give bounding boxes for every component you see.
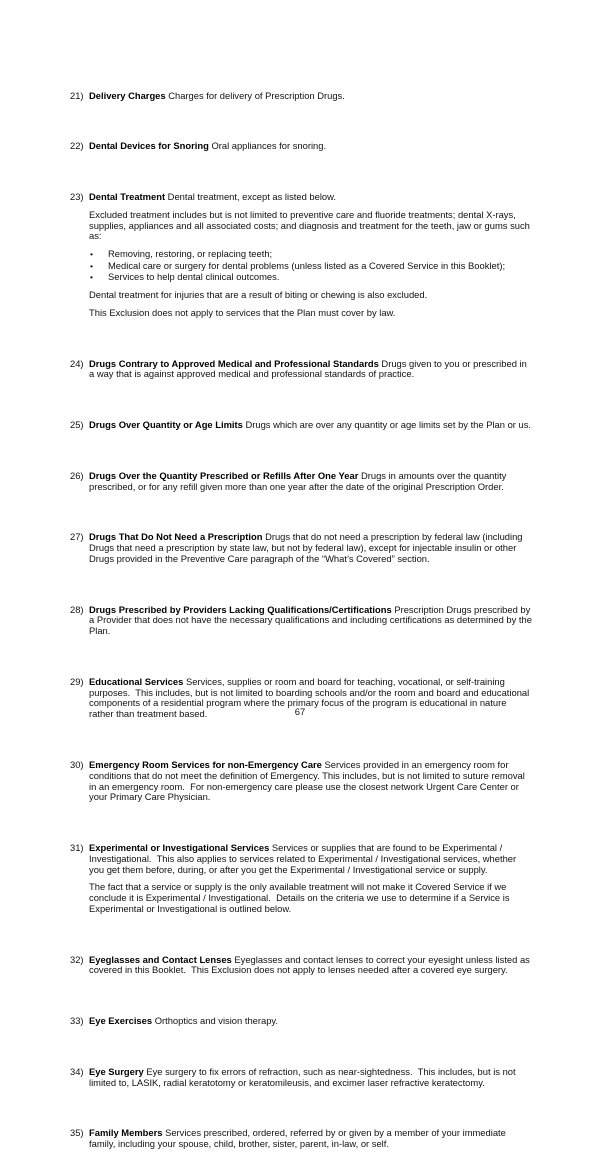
item-lead — [89, 955, 532, 977]
item-text: Eyeglasses and contact lenses to correct your eyesight unless listed as covered in this Booklet. This Exclusion does not apply to lenses needed after a covered eye surgery. — [89, 953, 533, 976]
item-title: Eyeglasses and Contact Lenses — [89, 953, 232, 965]
item-title: Educational Services — [89, 675, 184, 687]
item-body — [89, 141, 532, 152]
item-number: 28) — [70, 603, 84, 615]
exclusion-item — [70, 760, 532, 803]
item-paragraph: The fact that a service or supply is the only available treatment will not make it Covered Service if we conclude it is Experimental / Investigational. Details on the criteria we use to determine if a Service is Experimental or Investigational is outlined below. — [89, 881, 513, 914]
exclusion-item — [70, 192, 532, 319]
item-number: 30) — [70, 758, 84, 770]
item-number: 33) — [70, 1015, 84, 1027]
exclusion-item — [70, 471, 532, 493]
item-body — [89, 91, 532, 102]
item-paragraph: Dental treatment for injuries that are a result of biting or chewing is also excluded. — [89, 289, 428, 301]
bullet-text: Services to help dental clinical outcomes. — [108, 271, 280, 283]
item-body — [89, 603, 535, 637]
item-body — [89, 760, 532, 803]
item-number: 26) — [70, 469, 84, 481]
exclusion-item — [70, 1067, 532, 1089]
exclusion-item — [70, 532, 532, 564]
item-lead — [89, 359, 532, 381]
item-body — [89, 1067, 532, 1089]
exclusion-list — [70, 69, 535, 1168]
item-body — [89, 420, 532, 431]
item-text: Dental treatment, except as listed below. — [167, 190, 336, 202]
bullet-icon: • — [90, 249, 93, 260]
item-text: Services prescribed, ordered, referred by or given by a member of your immediate family, including your spouse, child, brother, sister, parent, in-law, or self. — [89, 1127, 509, 1150]
item-lead — [89, 471, 532, 493]
item-body — [89, 359, 532, 381]
item-title: Drugs That Do Not Need a Prescription — [89, 531, 263, 543]
item-body — [89, 192, 532, 319]
exclusion-item — [70, 955, 532, 977]
item-body — [89, 843, 532, 915]
bullet-text: Medical care or surgery for dental problems (unless listed as a Covered Service in this Booklet); — [108, 259, 506, 271]
item-lead — [89, 192, 532, 203]
item-lead — [89, 603, 535, 637]
item-title: Dental Devices for Snoring — [89, 140, 209, 152]
item-lead — [89, 91, 532, 102]
item-lead — [89, 420, 532, 431]
item-paragraph: Excluded treatment includes but is not limited to preventive care and fluoride treatments; dental X-rays, supplies, appliances and all associated costs; and diagnosis and treatment for the teeth, jaw or gums such as: — [89, 208, 533, 242]
item-paragraph: This Exclusion does not apply to services that the Plan must cover by law. — [89, 306, 396, 318]
item-title: Eye Surgery — [89, 1065, 144, 1077]
bullet-item — [89, 261, 532, 272]
bullet-list — [89, 249, 532, 283]
exclusion-item — [70, 1016, 532, 1027]
item-text: Drugs that do not need a prescription by federal law (including Drugs that need a prescription by state law, but not by federal law), except for injectable insulin or other Drugs provided in the Preventive Care paragraph of the “What’s Covered” section. — [89, 531, 526, 564]
item-lead — [89, 1128, 532, 1150]
item-text: Eye surgery to fix errors of refraction, such as near-sightedness. This includes, but is not limited to, LASIK, radial keratotomy or keratomileusis, and excimer laser refractive keratectomy. — [89, 1065, 519, 1088]
item-text: Drugs which are over any quantity or age limits set by the Plan or us. — [245, 419, 532, 431]
item-body — [89, 1016, 532, 1027]
item-text: Oral appliances for snoring. — [211, 140, 327, 152]
item-title: Experimental or Investigational Services — [89, 842, 270, 853]
item-text: Services, supplies or room and board for teaching, vocational, or self-training purposes. This includes, but is not limited to boarding schools and/or the room and board and educational components of a residential program where the primary focus of the program is educational in nature rather than treatment based. — [89, 675, 532, 720]
exclusion-item — [70, 843, 532, 915]
item-lead — [89, 532, 532, 564]
bullet-icon: • — [90, 260, 93, 271]
item-number: 21) — [70, 89, 84, 101]
item-title: Drugs Contrary to Approved Medical and Professional Standards — [89, 357, 379, 369]
item-number: 25) — [70, 419, 84, 431]
exclusion-item — [70, 603, 535, 637]
item-number: 27) — [70, 531, 84, 543]
item-lead — [89, 1016, 532, 1027]
item-text: Prescription Drugs prescribed by a Provider that does not have the necessary qualifications and including certifications as determined by the Plan. — [89, 603, 535, 637]
item-number: 35) — [70, 1127, 84, 1139]
item-body — [89, 532, 532, 564]
item-title: Eye Exercises — [89, 1015, 153, 1027]
item-number: 29) — [70, 675, 84, 687]
exclusion-item — [70, 359, 532, 381]
bullet-icon: • — [90, 272, 93, 283]
item-lead — [89, 1067, 532, 1089]
bullet-text: Removing, restoring, or replacing teeth; — [108, 248, 273, 260]
item-number: 23) — [70, 190, 84, 202]
exclusion-item — [70, 141, 532, 152]
item-title: Emergency Room Services for non-Emergency Care — [89, 758, 322, 770]
item-text: Services provided in an emergency room for conditions that do not meet the definition of Emergency. This includes, but is not limited to suture removal in an emergency room. For non-emergency care please use the closest network Urgent Care Center or your Primary Care Physician. — [89, 758, 528, 803]
item-text: Orthoptics and vision therapy. — [154, 1015, 279, 1027]
item-text: Drugs in amounts over the quantity prescribed, or for any refill given more than one year after the date of the original Prescription Order. — [89, 469, 509, 492]
item-lead — [89, 843, 532, 875]
item-title: Drugs Over Quantity or Age Limits — [89, 419, 243, 431]
item-number: 24) — [70, 357, 84, 369]
item-title: Drugs Prescribed by Providers Lacking Qualifications/Certifications — [89, 603, 392, 615]
item-title: Dental Treatment — [89, 190, 166, 202]
item-title: Drugs Over the Quantity Prescribed or Refills After One Year — [89, 469, 359, 481]
exclusion-item — [70, 420, 532, 431]
item-body — [89, 471, 532, 493]
bullet-item — [89, 272, 532, 283]
item-lead — [89, 760, 532, 803]
item-text: Services or supplies that are found to be Experimental / Investigational. This also applies to services related to Experimental / Investigational services, whether you get them before, during, or after you get the Experimental / Investigational service or supply. — [89, 842, 519, 875]
item-body — [89, 955, 532, 977]
page-number: 67 — [294, 706, 306, 717]
item-title: Delivery Charges — [89, 89, 166, 101]
item-number: 32) — [70, 953, 84, 965]
item-text: Drugs given to you or prescribed in a way that is against approved medical and professional standards of practice. — [89, 357, 530, 380]
exclusion-item — [70, 1128, 532, 1150]
item-number: 34) — [70, 1065, 84, 1077]
item-lead — [89, 141, 532, 152]
item-number: 22) — [70, 140, 84, 152]
exclusion-item — [70, 91, 532, 102]
item-body — [89, 1128, 532, 1150]
item-number: 31) — [70, 842, 84, 853]
item-text: Charges for delivery of Prescription Drugs. — [168, 89, 345, 101]
item-title: Family Members — [89, 1127, 163, 1139]
bullet-item — [89, 249, 532, 260]
